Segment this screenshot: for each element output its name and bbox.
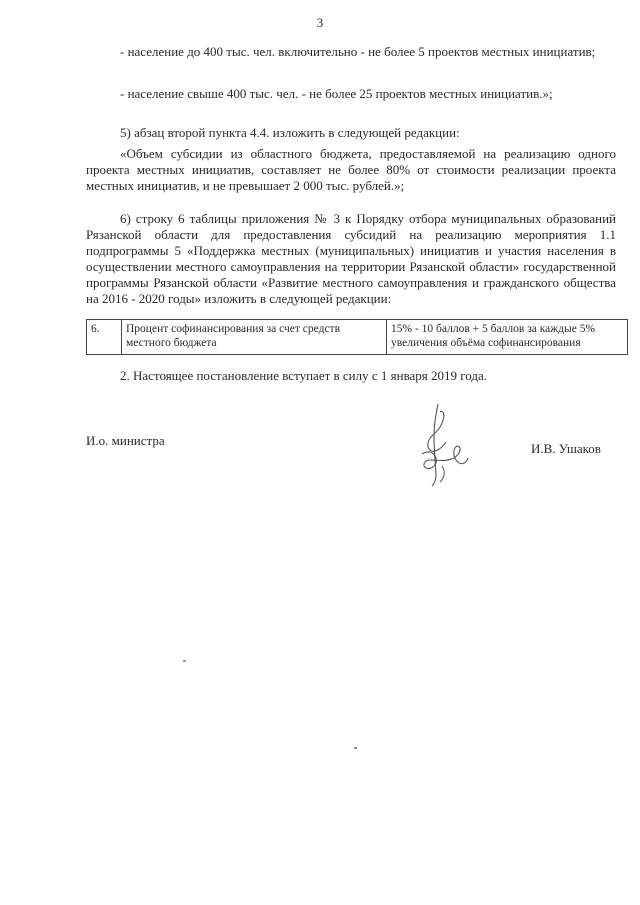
paragraph-item-5: 5) абзац второй пункта 4.4. изложить в следующей редакции: xyxy=(120,125,460,140)
signatory-name: И.В. Ушаков xyxy=(531,441,601,456)
table-cell-criterion: Процент софинансирования за счет средств местного бюджета xyxy=(122,320,387,355)
table-cell-score: 15% - 10 баллов + 5 баллов за каждые 5% увеличения объёма софинансирования xyxy=(387,320,628,355)
paragraph-population-limit-400: - население до 400 тыс. чел. включительно - не более 5 проектов местных инициатив; xyxy=(120,44,596,59)
effective-date-clause: 2. Настоящее постановление вступает в силу с 1 января 2019 года. xyxy=(120,368,488,383)
paragraph-population-over-400: - население свыше 400 тыс. чел. - не более 25 проектов местных инициатив.»; xyxy=(120,86,553,101)
paragraph-subsidy-volume: «Объем субсидии из областного бюджета, предоставляемой на реализацию одного проекта местных инициатив, составляет не более 80% от стоимости реализации проекта местных инициатив, и не превышает 2 000 тыс. рублей.»; xyxy=(86,146,616,193)
signatory-position: И.о. министра xyxy=(86,433,165,448)
page-number: 3 xyxy=(316,15,324,30)
signature-mark xyxy=(412,402,470,488)
scan-speck xyxy=(183,660,186,662)
scan-speck xyxy=(354,747,357,749)
table-row xyxy=(87,320,628,355)
paragraph-item-6: 6) строку 6 таблицы приложения № 3 к Порядку отбора муниципальных образований Рязанской области для предоставления субсидий на реализацию мероприятия 1.1 подпрограммы 5 «Поддержка местных (муниципальных) инициатив и участия населения в осуществлении местного самоуправления на территории Рязанской области» государственной программы Рязанской области «Развитие местного самоуправления и гражданского общества на 2016 - 2020 годы» изложить в следующей редакции: xyxy=(86,211,616,306)
table-cell-number: 6. xyxy=(87,320,122,355)
criteria-table xyxy=(86,319,628,355)
